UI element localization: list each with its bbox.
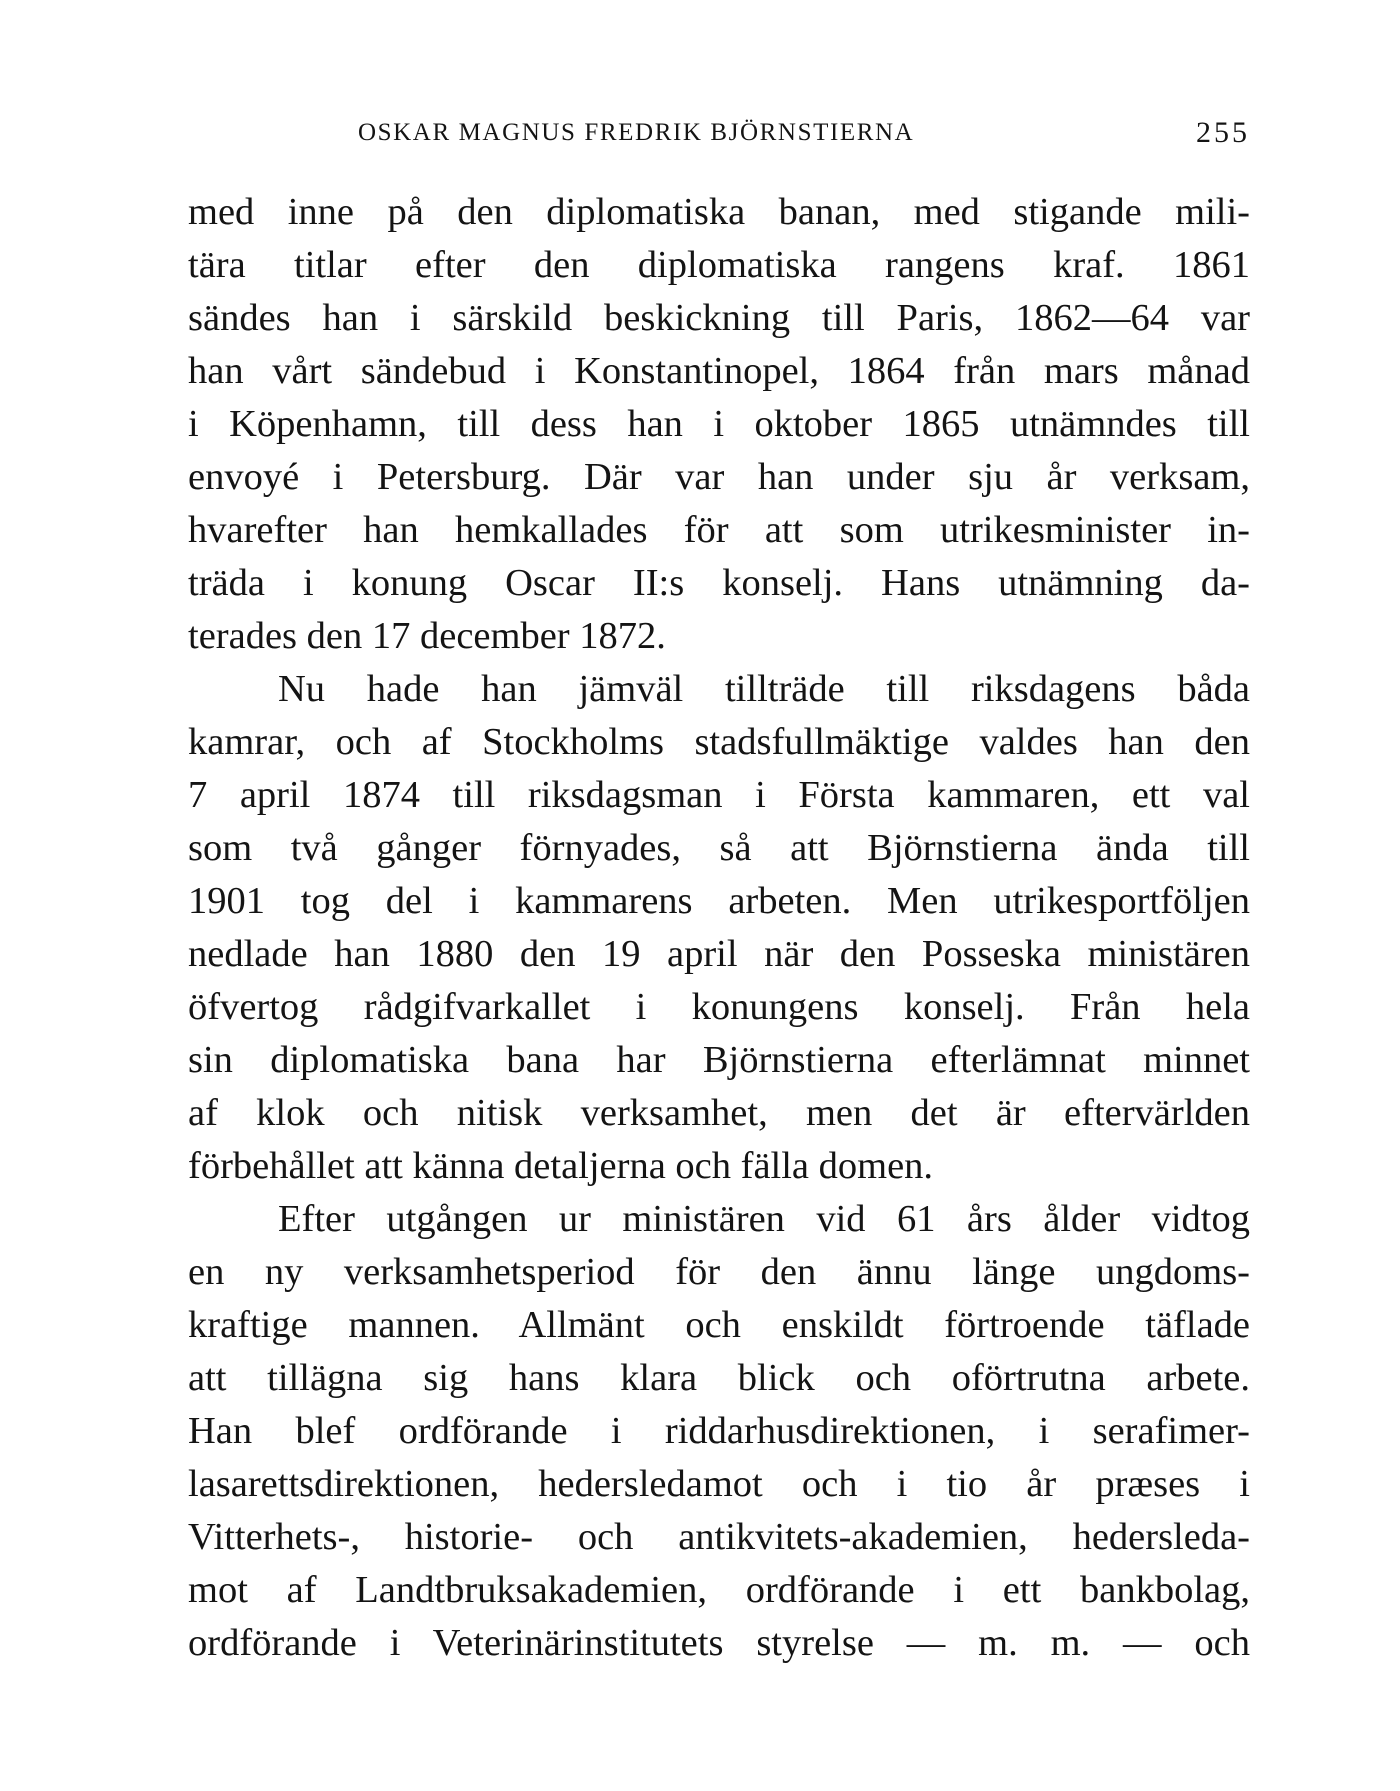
paragraph-1: [188, 186, 1250, 663]
text-line: hvarefter han hemkallades för att som utrikesminister in-: [188, 509, 1250, 551]
text-line: i Köpenhamn, till dess han i oktober 1865 utnämndes till: [188, 403, 1250, 445]
text-line: Efter utgången ur ministären vid 61 års ålder vidtog: [278, 1198, 1250, 1240]
text-line: Vitterhets-, historie- och antikvitets-akademien, hedersleda-: [188, 1516, 1250, 1558]
text-line: som två gånger förnyades, så att Björnstierna ända till: [188, 827, 1250, 869]
text-line: kraftige mannen. Allmänt och enskildt förtroende täflade: [188, 1304, 1250, 1346]
text-line: nedlade han 1880 den 19 april när den Posseska ministären: [188, 933, 1250, 975]
page-header: [188, 113, 1250, 153]
text-line: mot af Landtbruksakademien, ordförande i ett bankbolag,: [188, 1569, 1250, 1611]
text-line: af klok och nitisk verksamhet, men det är eftervärlden: [188, 1092, 1250, 1134]
text-line: sändes han i särskild beskickning till Paris, 1862—64 var: [188, 297, 1250, 339]
text-line: träda i konung Oscar II:s konselj. Hans utnämning da-: [188, 562, 1250, 604]
text-line: sin diplomatiska bana har Björnstierna efterlämnat minnet: [188, 1039, 1250, 1081]
text-line: 1901 tog del i kammarens arbeten. Men utrikesportföljen: [188, 880, 1250, 922]
text-line: med inne på den diplomatiska banan, med stigande mili-: [188, 191, 1250, 233]
text-line: tära titlar efter den diplomatiska rangens kraf. 1861: [188, 244, 1250, 286]
text-line: lasarettsdirektionen, hedersledamot och i tio år præses i: [188, 1463, 1250, 1505]
paragraph-3: [188, 1193, 1250, 1670]
text-line: öfvertog rådgifvarkallet i konungens konselj. Från hela: [188, 986, 1250, 1028]
text-line: kamrar, och af Stockholms stadsfullmäktige valdes han den: [188, 721, 1250, 763]
text-line: Nu hade han jämväl tillträde till riksdagens båda: [278, 668, 1250, 710]
body-text: [188, 186, 1250, 1670]
text-line: 7 april 1874 till riksdagsman i Första kammaren, ett val: [188, 774, 1250, 816]
text-line: envoyé i Petersburg. Där var han under sju år verksam,: [188, 456, 1250, 498]
text-line: han vårt sändebud i Konstantinopel, 1864 från mars månad: [188, 350, 1250, 392]
text-line: en ny verksamhetsperiod för den ännu länge ungdoms-: [188, 1251, 1250, 1293]
text-line: att tillägna sig hans klara blick och oförtrutna arbete.: [188, 1357, 1250, 1399]
text-line: Han blef ordförande i riddarhusdirektionen, i serafimer-: [188, 1410, 1250, 1452]
page-number: 255: [1196, 116, 1250, 149]
paragraph-2: [188, 663, 1250, 1193]
text-line: terades den 17 december 1872.: [188, 615, 666, 657]
text-line: ordförande i Veterinärinstitutets styrelse — m. m. — och: [188, 1622, 1250, 1664]
text-line: förbehållet att känna detaljerna och fälla domen.: [188, 1145, 934, 1187]
running-head: OSKAR MAGNUS FREDRIK BJÖRNSTIERNA: [358, 119, 915, 146]
